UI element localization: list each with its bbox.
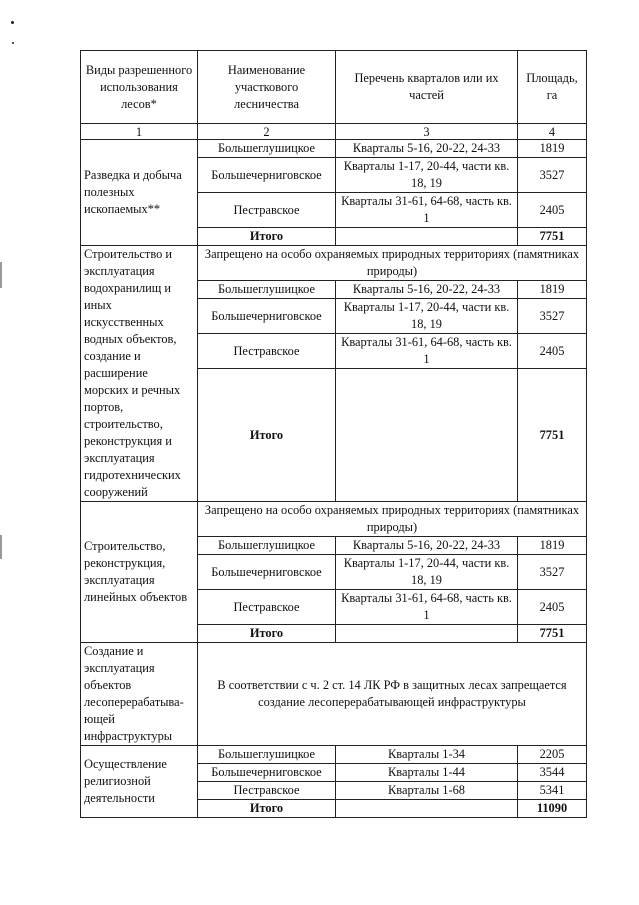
quarters-cell: Кварталы 1-17, 20-44, части кв. 18, 19 xyxy=(336,555,518,590)
forestry-cell: Большеглушицкое xyxy=(198,746,336,764)
quarters-cell: Кварталы 5-16, 20-22, 24-33 xyxy=(336,537,518,555)
quarters-cell: Кварталы 31-61, 64-68, часть кв. 1 xyxy=(336,334,518,369)
quarters-cell: Кварталы 5-16, 20-22, 24-33 xyxy=(336,140,518,158)
area-cell: 5341 xyxy=(518,782,587,800)
note-row xyxy=(81,502,587,537)
prohibition-text: В соответствии с ч. 2 ст. 14 ЛК РФ в защитных лесах запрещается создание лесоперерабатывающей инфраструктуры xyxy=(198,643,587,746)
column-number: 3 xyxy=(336,124,518,140)
quarters-cell: Кварталы 31-61, 64-68, часть кв. 1 xyxy=(336,590,518,625)
total-label: Итого xyxy=(198,369,336,502)
use-type-cell: Осуществление религиозной деятельности xyxy=(81,746,198,818)
column-number-row xyxy=(81,124,587,140)
quarters-cell: Кварталы 1-17, 20-44, части кв. 18, 19 xyxy=(336,158,518,193)
column-number: 4 xyxy=(518,124,587,140)
scan-speck xyxy=(11,21,14,24)
use-type-cell: Строительство и эксплуатация водохранилищ и иных искусственных водных объектов, создание и расширение морских и речных портов, строительство, реконструкция и эксплуатация гидротехнических сооружений xyxy=(81,246,198,502)
column-number: 1 xyxy=(81,124,198,140)
table-row xyxy=(81,746,587,764)
area-cell: 2405 xyxy=(518,193,587,228)
total-area: 11090 xyxy=(518,800,587,818)
scan-edge-mark xyxy=(0,262,2,288)
area-cell: 2205 xyxy=(518,746,587,764)
scan-speck xyxy=(12,42,14,44)
area-cell: 1819 xyxy=(518,281,587,299)
area-cell: 3544 xyxy=(518,764,587,782)
header-use-type: Виды разрешенного использования лесов* xyxy=(81,51,198,124)
area-cell: 2405 xyxy=(518,334,587,369)
header-row xyxy=(81,51,587,124)
area-cell: 3527 xyxy=(518,158,587,193)
restriction-note: Запрещено на особо охраняемых природных территориях (памятниках природы) xyxy=(198,246,587,281)
forestry-cell: Большеглушицкое xyxy=(198,281,336,299)
forestry-cell: Пестравское xyxy=(198,193,336,228)
total-label: Итого xyxy=(198,625,336,643)
quarters-cell: Кварталы 1-68 xyxy=(336,782,518,800)
empty-cell xyxy=(336,228,518,246)
area-cell: 1819 xyxy=(518,140,587,158)
forestry-cell: Большеглушицкое xyxy=(198,537,336,555)
forestry-cell: Большеглушицкое xyxy=(198,140,336,158)
area-cell: 3527 xyxy=(518,299,587,334)
area-cell: 3527 xyxy=(518,555,587,590)
area-cell: 2405 xyxy=(518,590,587,625)
forestry-cell: Большечерниговское xyxy=(198,158,336,193)
header-quarters: Перечень кварталов или их частей xyxy=(336,51,518,124)
empty-cell xyxy=(336,625,518,643)
empty-cell xyxy=(336,800,518,818)
total-label: Итого xyxy=(198,800,336,818)
restriction-note: Запрещено на особо охраняемых природных территориях (памятниках природы) xyxy=(198,502,587,537)
area-cell: 1819 xyxy=(518,537,587,555)
use-type-cell: Строительство, реконструкция, эксплуатация линейных объектов xyxy=(81,502,198,643)
table-row xyxy=(81,643,587,746)
header-forestry: Наименование участкового лесничества xyxy=(198,51,336,124)
use-type-cell: Создание и эксплуатация объектов лесоперерабатыва-ющей инфраструктуры xyxy=(81,643,198,746)
use-type-cell: Разведка и добыча полезных ископаемых** xyxy=(81,140,198,246)
forestry-cell: Большечерниговское xyxy=(198,299,336,334)
forestry-cell: Пестравское xyxy=(198,782,336,800)
forestry-cell: Большечерниговское xyxy=(198,764,336,782)
total-area: 7751 xyxy=(518,369,587,502)
quarters-cell: Кварталы 1-17, 20-44, части кв. 18, 19 xyxy=(336,299,518,334)
empty-cell xyxy=(336,369,518,502)
table-row xyxy=(81,140,587,158)
header-area: Площадь, га xyxy=(518,51,587,124)
scan-edge-mark xyxy=(0,535,2,559)
forestry-cell: Большечерниговское xyxy=(198,555,336,590)
total-label: Итого xyxy=(198,228,336,246)
column-number: 2 xyxy=(198,124,336,140)
forestry-cell: Пестравское xyxy=(198,590,336,625)
forest-use-table xyxy=(80,50,587,818)
quarters-cell: Кварталы 31-61, 64-68, часть кв. 1 xyxy=(336,193,518,228)
quarters-cell: Кварталы 1-34 xyxy=(336,746,518,764)
quarters-cell: Кварталы 5-16, 20-22, 24-33 xyxy=(336,281,518,299)
total-area: 7751 xyxy=(518,228,587,246)
quarters-cell: Кварталы 1-44 xyxy=(336,764,518,782)
forestry-cell: Пестравское xyxy=(198,334,336,369)
note-row xyxy=(81,246,587,281)
total-area: 7751 xyxy=(518,625,587,643)
